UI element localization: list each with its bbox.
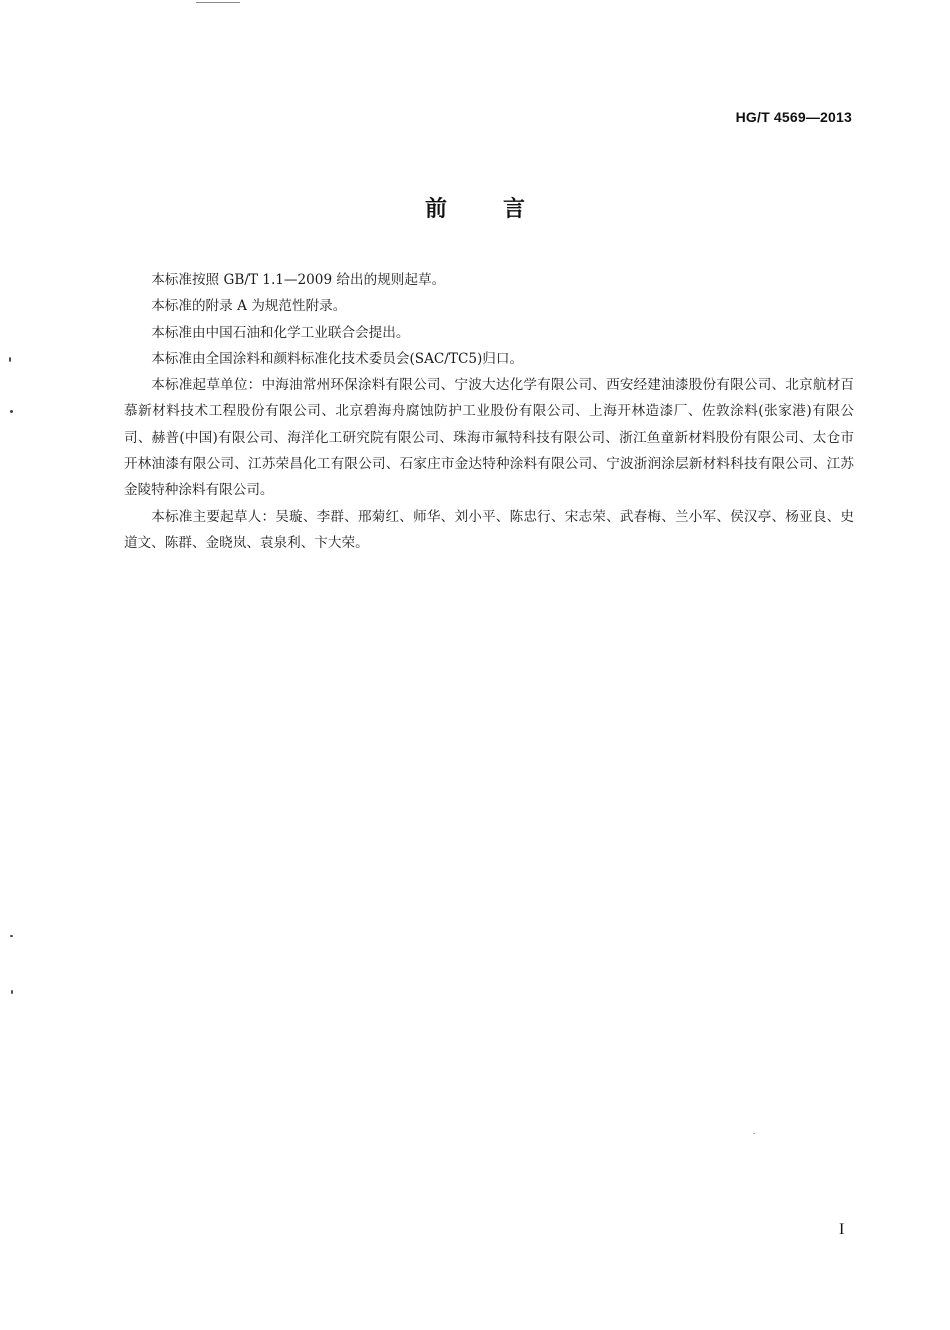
scan-speck [11, 990, 13, 994]
scan-speck [10, 410, 13, 413]
scan-speck [10, 935, 13, 937]
scan-speck [9, 357, 11, 362]
page-title: 前言 [424, 197, 581, 222]
paragraph-annex: 本标准的附录 A 为规范性附录。 [151, 298, 347, 315]
page-number: I [839, 1221, 845, 1238]
foreword-body [124, 267, 854, 556]
paragraph-committee: 本标准由全国涂料和颜料标准化技术委员会(SAC/TC5)归口。 [151, 350, 524, 367]
scan-speck [753, 1133, 755, 1134]
standard-code: HG/T 4569—2013 [735, 109, 852, 125]
paragraph-drafting-rules: 本标准按照 GB/T 1.1—2009 给出的规则起草。 [151, 272, 446, 288]
scan-edge-mark [196, 2, 240, 3]
paragraph-proposer: 本标准由中国石油和化学工业联合会提出。 [151, 324, 410, 341]
paragraph-drafting-units: 本标准起草单位：中海油常州环保涂料有限公司、宁波大达化学有限公司、西安经建油漆股份有限公司、北京航材百慕新材料技术工程股份有限公司、北京碧海舟腐蚀防护工业股份有限公司、上海开林造漆厂、佐敦涂料(张家港)有限公司、赫普(中国)有限公司、海洋化工研究院有限公司、珠海市氟特科技有限公司、浙江鱼童新材料股份有限公司、太仓市开林油漆有限公司、江苏荣昌化工有限公司、石家庄市金达特种涂料有限公司、宁波浙润涂层新材料科技有限公司、江苏金陵特种涂料有限公司。 [124, 377, 854, 499]
paragraph-drafters: 本标准主要起草人：吴璇、李群、邢菊红、师华、刘小平、陈忠行、宋志荣、武春梅、兰小军、侯汉亭、杨亚良、史道文、陈群、金晓岚、袁泉利、卞大荣。 [124, 508, 854, 551]
top-edge-marks [0, 0, 950, 6]
